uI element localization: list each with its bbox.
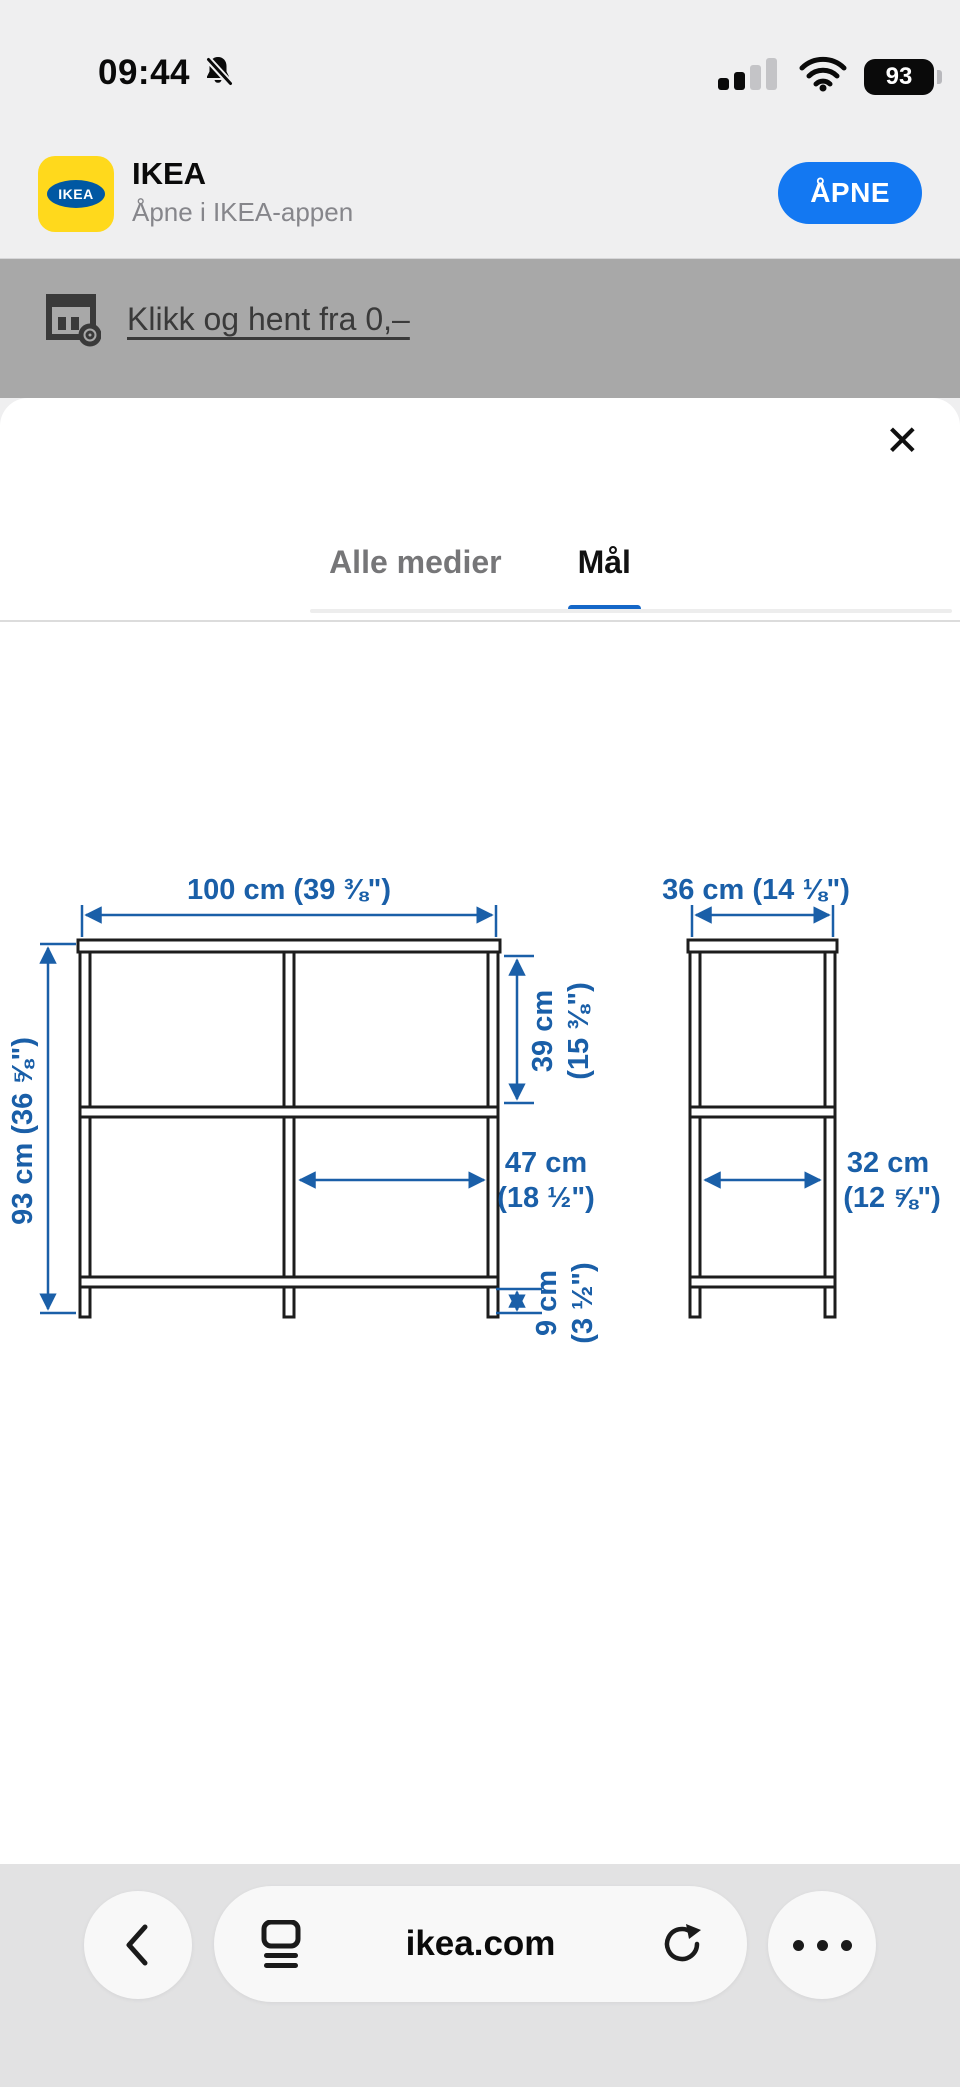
more-button[interactable] — [768, 1891, 876, 1999]
tab-alle-medier[interactable]: Alle medier — [323, 543, 508, 609]
address-bar[interactable] — [214, 1886, 747, 2002]
dim-side-inner-cm: 32 cm — [846, 1147, 930, 1179]
clock: 09:44 — [98, 52, 191, 92]
click-and-collect-link[interactable]: Klikk og hent fra 0,– — [127, 301, 410, 337]
tab-underline-track — [310, 609, 952, 613]
safari-toolbar — [0, 1864, 960, 2087]
dim-shelf-height-in: (15 ⅜") — [563, 982, 595, 1080]
tab-bar-divider — [0, 620, 960, 622]
ikea-logo: IKEA — [47, 180, 105, 208]
dimension-drawing — [0, 855, 960, 1365]
page-menu-icon[interactable] — [258, 1920, 304, 1971]
notifications-muted-icon — [200, 52, 236, 93]
media-modal — [0, 398, 960, 1864]
wifi-icon — [798, 56, 848, 97]
ikea-app-icon — [38, 156, 114, 232]
status-bar — [0, 0, 960, 140]
modal-tabs — [0, 543, 960, 609]
cellular-signal-icon — [718, 58, 782, 95]
reload-icon[interactable] — [661, 1920, 705, 1971]
open-app-button[interactable]: ÅPNE — [778, 162, 922, 224]
smart-app-banner — [0, 140, 960, 259]
dim-front-height: 93 cm (36 ⅝") — [7, 1037, 39, 1225]
dim-front-width: 100 cm (39 ⅜") — [187, 874, 391, 906]
dim-side-inner-in: (12 ⅝") — [843, 1182, 941, 1214]
app-banner-title: IKEA — [132, 156, 207, 191]
dim-inner-width-in: (18 ½") — [497, 1182, 595, 1214]
app-banner-subtitle: Åpne i IKEA-appen — [132, 197, 354, 227]
dim-side-width: 36 cm (14 ⅛") — [662, 874, 850, 906]
shelf-front-view — [78, 940, 500, 1317]
dim-inner-width-cm: 47 cm — [504, 1147, 588, 1179]
ellipsis-icon — [793, 1940, 852, 1951]
shelf-side-view — [688, 940, 837, 1317]
store-pickup-icon — [45, 287, 101, 352]
battery-indicator: 93 — [864, 59, 934, 95]
tab-maal[interactable]: Mål — [572, 543, 637, 609]
dim-foot-height-cm: 9 cm — [531, 1269, 563, 1337]
close-icon[interactable]: ✕ — [879, 414, 926, 468]
dim-shelf-height-cm: 39 cm — [527, 989, 559, 1073]
chevron-left-icon — [116, 1919, 160, 1971]
dimmed-page-overlay — [0, 259, 960, 398]
back-button[interactable] — [84, 1891, 192, 1999]
dim-foot-height-in: (3 ½") — [567, 1262, 599, 1344]
url-text: ikea.com — [405, 1924, 556, 1963]
